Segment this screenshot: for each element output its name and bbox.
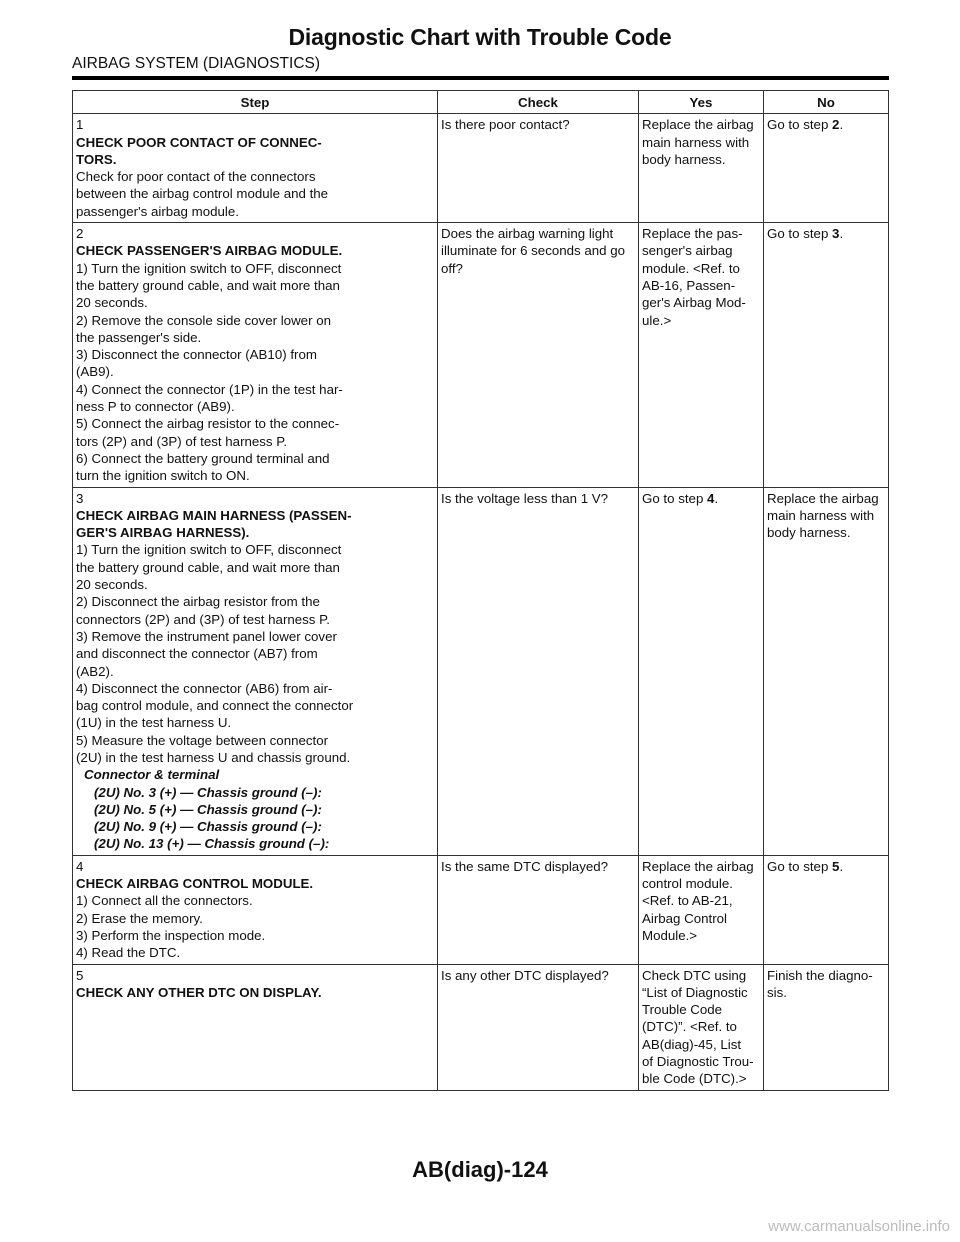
step-title: CHECK ANY OTHER DTC ON DISPLAY. [76, 984, 322, 1000]
yes-cell [639, 223, 764, 487]
page-title: Diagnostic Chart with Trouble Code [288, 24, 672, 50]
watermark: www.carmanualsonline.info [768, 1218, 950, 1235]
no-text: main harness with [767, 507, 875, 523]
step-instruction: 4) Disconnect the connector (AB6) from air- [76, 680, 333, 696]
column-header-check: Check [438, 91, 639, 114]
no-cell [764, 223, 889, 487]
goto-step-number: 5 [832, 858, 840, 874]
step-instruction: 5) Connect the airbag resistor to the connec- [76, 416, 340, 432]
check-text: Is the voltage less than 1 V? [441, 490, 609, 506]
goto-suffix: . [839, 226, 844, 242]
yes-text: main harness with [642, 134, 750, 150]
table-row [73, 855, 889, 964]
yes-text: <Ref. to AB-21, [642, 893, 733, 909]
yes-cell [639, 114, 764, 223]
page-number: AB(diag)-124 [412, 1157, 548, 1182]
step-instruction: 2) Remove the console side cover lower on [76, 312, 331, 328]
check-text: Is there poor contact? [441, 117, 570, 133]
yes-text: ble Code (DTC).> [642, 1071, 747, 1087]
no-text: sis. [767, 984, 787, 1000]
section-title: AIRBAG SYSTEM (DIAGNOSTICS) [72, 55, 321, 72]
goto-step-number: 2 [832, 117, 840, 133]
table-row [73, 114, 889, 223]
no-text: body harness. [767, 525, 851, 541]
step-number: 5 [76, 967, 84, 983]
yes-text: Replace the airbag [642, 117, 754, 133]
step-instruction: (2U) in the test harness U and chassis ground. [76, 749, 351, 765]
goto-suffix: . [839, 858, 844, 874]
check-text: Is the same DTC displayed? [441, 858, 609, 874]
step-instruction: 1) Turn the ignition switch to OFF, disconnect [76, 260, 342, 276]
step-instruction: 3) Perform the inspection mode. [76, 927, 266, 943]
step-instruction: connectors (2P) and (3P) of test harness P. [76, 611, 331, 627]
table-row [73, 964, 889, 1090]
check-text: illuminate for 6 seconds and go [441, 243, 626, 259]
step-instruction: bag control module, and connect the connector [76, 698, 354, 714]
step-title: CHECK PASSENGER'S AIRBAG MODULE. [76, 243, 343, 259]
yes-text: AB-16, Passen- [642, 277, 736, 293]
step-instruction: 2) Erase the memory. [76, 910, 203, 926]
check-cell [438, 487, 639, 855]
yes-cell [639, 487, 764, 855]
column-header-step: Step [73, 91, 438, 114]
check-text: Does the airbag warning light [441, 226, 614, 242]
step-instruction: (AB9). [76, 364, 114, 380]
step-title: CHECK AIRBAG CONTROL MODULE. [76, 876, 314, 892]
yes-text: Trouble Code [642, 1002, 723, 1018]
goto-suffix: . [839, 117, 844, 133]
no-cell [764, 855, 889, 964]
yes-text: module. <Ref. to [642, 260, 740, 276]
step-number: 2 [76, 226, 84, 242]
check-text: Is any other DTC displayed? [441, 967, 609, 983]
step-instruction: 2) Disconnect the airbag resistor from the [76, 594, 320, 610]
step-instruction: the battery ground cable, and wait more than [76, 277, 340, 293]
step-content [76, 875, 368, 961]
check-cell [438, 855, 639, 964]
step-instruction: 20 seconds. [76, 577, 148, 593]
check-cell [438, 114, 639, 223]
table-row [73, 223, 889, 487]
step-instruction: 4) Read the DTC. [76, 945, 181, 961]
yes-text: body harness. [642, 151, 726, 167]
no-cell [764, 487, 889, 855]
step-instruction: tors (2P) and (3P) of test harness P. [76, 433, 288, 449]
step-instruction: the battery ground cable, and wait more than [76, 559, 340, 575]
yes-cell [639, 855, 764, 964]
step-cell [73, 223, 438, 487]
step-instruction: between the airbag control module and the [76, 186, 329, 202]
goto-prefix: Go to step [767, 858, 833, 874]
yes-text: “List of Diagnostic [642, 984, 748, 1000]
goto-step-text [767, 116, 885, 133]
step-title: CHECK POOR CONTACT OF CONNEC- [76, 134, 322, 150]
no-text: Finish the diagno- [767, 967, 873, 983]
step-title: CHECK AIRBAG MAIN HARNESS (PASSEN- [76, 507, 352, 523]
spec-line: (2U) No. 3 (+) — Chassis ground (–): [94, 784, 322, 800]
step-instruction: 3) Disconnect the connector (AB10) from [76, 347, 317, 363]
goto-step-text [642, 490, 760, 507]
yes-text: (DTC)”. <Ref. to [642, 1019, 737, 1035]
step-content [76, 134, 368, 220]
check-cell [438, 964, 639, 1090]
no-cell [764, 114, 889, 223]
step-instruction: Check for poor contact of the connectors [76, 169, 316, 185]
goto-suffix: . [714, 490, 719, 506]
step-instruction: 4) Connect the connector (1P) in the test har- [76, 381, 343, 397]
yes-text: Airbag Control [642, 910, 727, 926]
goto-prefix: Go to step [767, 226, 833, 242]
goto-prefix: Go to step [767, 117, 833, 133]
step-instruction: turn the ignition switch to ON. [76, 468, 250, 484]
step-cell [73, 964, 438, 1090]
step-instruction: 1) Turn the ignition switch to OFF, disconnect [76, 542, 342, 558]
step-content [76, 242, 368, 484]
yes-text: ule.> [642, 312, 672, 328]
yes-cell [639, 964, 764, 1090]
step-instruction: 1) Connect all the connectors. [76, 893, 253, 909]
step-instruction: (1U) in the test harness U. [76, 715, 232, 731]
no-cell [764, 964, 889, 1090]
yes-text: of Diagnostic Trou- [642, 1054, 754, 1070]
check-text: off? [441, 260, 463, 276]
yes-text: control module. [642, 876, 733, 892]
step-instruction: the passenger's side. [76, 329, 202, 345]
step-content [76, 507, 368, 853]
step-instruction: ness P to connector (AB9). [76, 399, 235, 415]
step-instruction: 5) Measure the voltage between connector [76, 732, 329, 748]
step-title: TORS. [76, 151, 117, 167]
step-number: 1 [76, 117, 84, 133]
goto-step-text [767, 225, 885, 242]
yes-text: Module.> [642, 927, 698, 943]
column-header-no: No [764, 91, 889, 114]
goto-step-number: 4 [707, 490, 715, 506]
step-cell [73, 114, 438, 223]
goto-step-number: 3 [832, 226, 840, 242]
yes-text: Replace the pas- [642, 226, 743, 242]
no-text: Replace the airbag [767, 490, 879, 506]
header-rule [72, 76, 889, 80]
spec-line: (2U) No. 13 (+) — Chassis ground (–): [94, 836, 330, 852]
goto-prefix: Go to step [642, 490, 708, 506]
check-cell [438, 223, 639, 487]
yes-text: Replace the airbag [642, 858, 754, 874]
yes-text: AB(diag)-45, List [642, 1036, 742, 1052]
step-number: 3 [76, 490, 84, 506]
step-instruction: passenger's airbag module. [76, 203, 239, 219]
spec-line: (2U) No. 9 (+) — Chassis ground (–): [94, 819, 322, 835]
step-instruction: 3) Remove the instrument panel lower cover [76, 628, 337, 644]
spec-label: Connector & terminal [84, 767, 220, 783]
yes-text: ger's Airbag Mod- [642, 295, 746, 311]
goto-step-text [767, 858, 885, 875]
step-cell [73, 487, 438, 855]
yes-text: Check DTC using [642, 967, 747, 983]
step-cell [73, 855, 438, 964]
step-content [76, 984, 368, 1001]
spec-line: (2U) No. 5 (+) — Chassis ground (–): [94, 801, 322, 817]
column-header-yes: Yes [639, 91, 764, 114]
step-title: GER'S AIRBAG HARNESS). [76, 525, 250, 541]
yes-text: senger's airbag [642, 243, 733, 259]
table-row [73, 487, 889, 855]
step-instruction: and disconnect the connector (AB7) from [76, 646, 318, 662]
step-instruction: (AB2). [76, 663, 114, 679]
step-instruction: 6) Connect the battery ground terminal and [76, 450, 330, 466]
table-header-row [73, 91, 889, 114]
diagnostic-table [72, 90, 889, 1091]
step-instruction: 20 seconds. [76, 295, 148, 311]
step-number: 4 [76, 858, 84, 874]
